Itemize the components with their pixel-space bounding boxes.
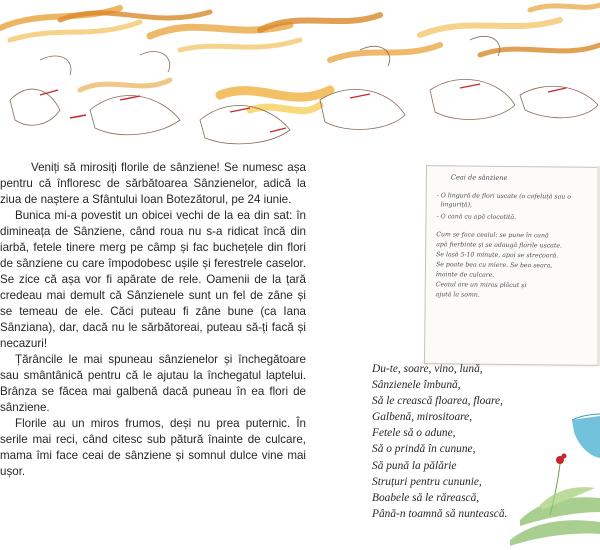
bowl-shape: [572, 416, 600, 458]
poem-line: Fetele să o adune,: [372, 427, 456, 440]
paragraph: Țărâncile le mai spuneau sânzienelor și închegătoare sau smântânică pentru că le ajutau la închegatul laptelui. Brânza se făcea mai galbenă dacă puneau în ea flori de sânziene.: [0, 353, 306, 414]
poem-line: Galbenă, mirositoare,: [372, 411, 473, 424]
recipe-line: Se poate bea cu miere. Se bea seara,: [435, 261, 553, 270]
paragraph: Bunica mi-a povestit un obicei vechi de la ea din sat: în dimineața de Sânziene, când roua nu s-a ridicat încă din iarbă, fetele tinere merg pe câmp și fac buchețele din flori de sânziene cu care împodobesc ușile și ferestrele caselor. Se zice că așa vor fi apărate de rele. Oamenii de la țară credeau mai demult că Sânzienele sunt un fel de zâne și se temeau de ele. Căci puteau fi zâne bune (ca Iana Sânziana), dar, dacă nu le sărbătoreai, puteau să-ți facă și necazuri!: [0, 209, 306, 350]
poem-line: Până-n toamnă să nuntească.: [372, 507, 508, 520]
poem-line: Du-te, soare, vino, lună,: [372, 363, 483, 375]
recipe-line: - O lingură de flori uscate (o cafeluță sau o: [436, 192, 571, 201]
paragraph: Florile au un miros frumos, deși nu prea puternic. În serile mai reci, când citesc sub pătură înainte de culcare, mama îmi face ceai de sânziene și somnul dulce vine mai ușor.: [0, 417, 306, 478]
poem-line: Sânzienele îmbună,: [372, 379, 461, 392]
recipe-line: ajută la somn.: [435, 291, 480, 299]
bowl-illustration: [480, 400, 600, 550]
recipe-line: linguriță),: [440, 201, 473, 209]
leaves: [510, 487, 600, 546]
body-text: [0, 160, 306, 480]
poem-line: Să pună la pălărie: [372, 459, 457, 472]
poem-line: Să o prindă în cunune,: [372, 443, 476, 456]
poem-line: Boabele să le rărească,: [372, 491, 480, 504]
recipe-line: - O cană cu apă clocotită.: [436, 213, 517, 222]
poem-line: Să le crească floarea, floare,: [372, 395, 503, 408]
dress-outlines: [10, 36, 598, 144]
hair-strokes: [0, 5, 600, 111]
flower: [556, 454, 567, 465]
recipe-line: Cum se face ceaiul: se pune în cană: [436, 231, 549, 240]
maidens-illustration: [0, 0, 600, 150]
paragraph: Veniți să mirosiți florile de sânziene! Se numesc așa pentru că înfloresc de sărbătoarea Sânzienelor, adică la ziua de naștere a Sfântului Ioan Botezătorul, pe 24 iunie.: [0, 161, 306, 206]
recipe-line: apă fierbinte și se adaugă florile uscate.: [436, 241, 563, 250]
recipe-card-title: Ceai de sânziene: [450, 173, 508, 182]
recipe-line: înainte de culcare.: [435, 271, 495, 279]
recipe-line: Se lasă 5-10 minute, apoi se strecoară.: [436, 251, 559, 260]
recipe-line: Ceaiul are un miros plăcut și: [435, 281, 527, 290]
poem-line: Struțuri pentru cununie,: [372, 475, 482, 488]
recipe-card: [424, 165, 600, 366]
